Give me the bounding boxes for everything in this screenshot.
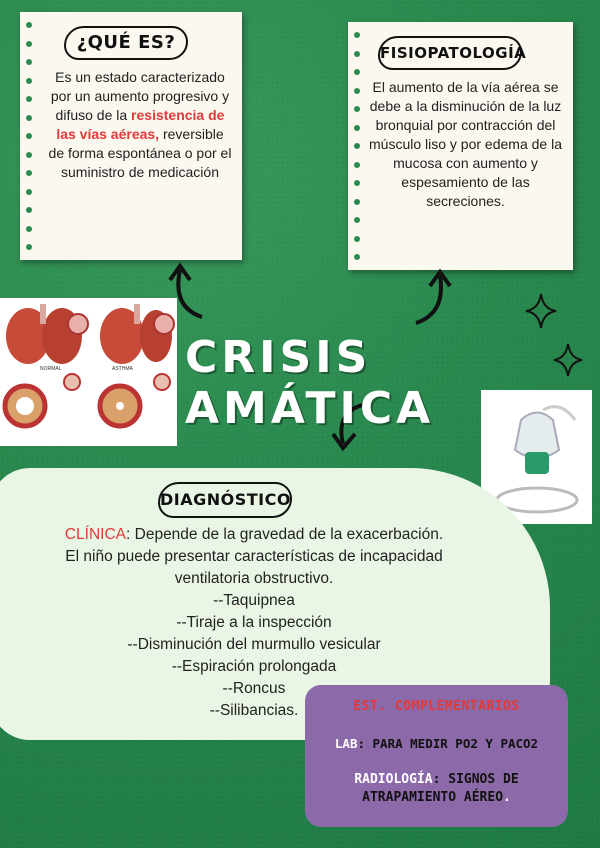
what-is-text-before: Es un estado caracterizado por un aumento progresivo y difuso de la	[50, 69, 230, 123]
complementarios-title: EST. COMPLEMENTARIOS	[353, 699, 520, 714]
radio-line	[323, 771, 550, 807]
radio-end: .	[503, 790, 511, 805]
diag-line-2: El niño puede presentar características de incapacidad	[65, 548, 443, 565]
what-is-text-after: reversible de forma espontánea o por el suministro de medicación	[48, 126, 232, 180]
main-title: CRISIS AMÁTICA	[185, 332, 435, 434]
diagnostico-title: DIAGNÓSTICO	[158, 482, 292, 518]
symptom-item: --Roncus	[222, 680, 286, 697]
fisio-note	[348, 22, 573, 270]
symptom-item: --Tiraje a la inspección	[176, 614, 332, 631]
what-is-note	[20, 12, 242, 260]
symptom-item: --Disminución del murmullo vesicular	[127, 636, 381, 653]
notebook-holes	[354, 32, 362, 260]
lab-line	[305, 736, 568, 751]
notebook-holes	[26, 22, 34, 250]
fisio-title: FISIOPATOLOGÍA	[378, 36, 522, 70]
symptom-item: --Taquipnea	[213, 592, 295, 609]
asthma-label: ASTHMA	[112, 366, 133, 372]
sparkle-icon	[554, 344, 582, 376]
what-is-title: ¿QUÉ ES?	[64, 26, 188, 60]
lab-text: : PARA MEDIR PO2 Y PACO2	[357, 736, 539, 751]
complementarios-panel	[305, 685, 568, 827]
radio-text: : SIGNOS DE ATRAPAMIENTO AÉREO	[362, 772, 519, 805]
symptom-item: --Silibancias.	[209, 702, 299, 719]
clinica-label: CLÍNICA	[64, 526, 127, 543]
sparkle-icon	[526, 294, 556, 328]
arrow-up-right-icon	[408, 268, 458, 328]
fisio-text: El aumento de la vía aérea se debe a la disminución de la luz bronquial por contracción del músculo liso y por edema de la mucosa con aumento y espesamiento de las secreciones.	[369, 79, 562, 209]
what-is-highlight: resistencia de las vías aéreas,	[56, 107, 225, 142]
radio-label: RADIOLOGÍA	[354, 772, 433, 787]
diag-line-3: ventilatoria obstructivo.	[174, 570, 334, 587]
symptom-item: --Espiración prolongada	[171, 658, 337, 675]
clinica-line	[20, 524, 488, 546]
clinica-text: : Depende de la gravedad de la exacerbación.	[126, 526, 444, 543]
what-is-text	[48, 68, 232, 182]
lab-label: LAB	[334, 736, 358, 751]
asthma-lungs-illustration	[0, 298, 177, 446]
normal-label: NORMAL	[40, 366, 62, 372]
